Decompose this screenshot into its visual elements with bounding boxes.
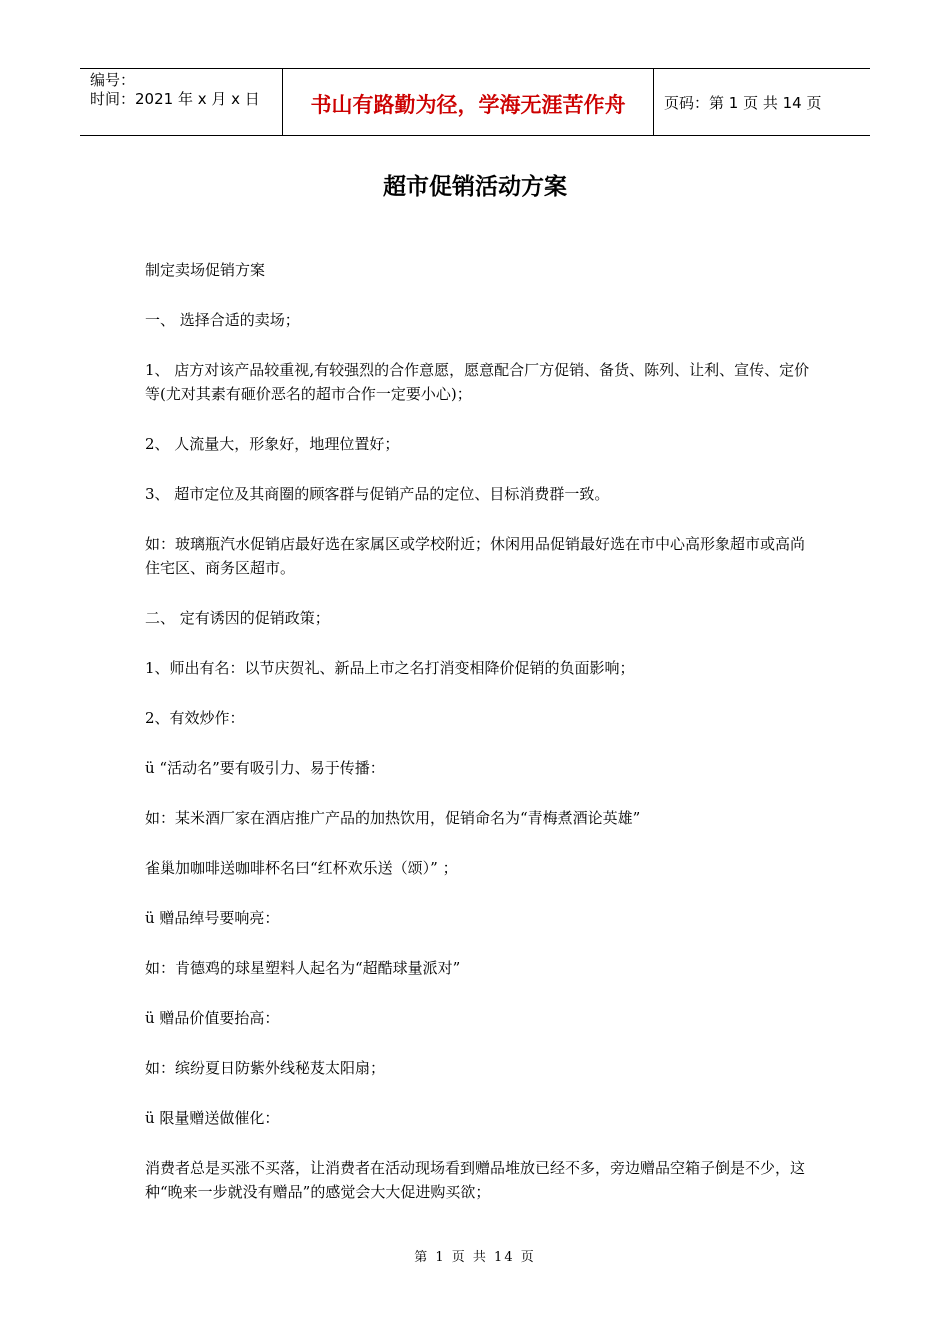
bullet-item: ü “活动名”要有吸引力、易于传播： <box>145 759 385 777</box>
section-heading: 二、 定有诱因的促销政策； <box>145 609 330 627</box>
document-number-label: 编号： <box>90 71 136 89</box>
section-heading: 一、 选择合适的卖场； <box>145 311 300 329</box>
paragraph: 制定卖场促销方案 <box>145 261 266 279</box>
paragraph: 2、有效炒作： <box>145 709 245 727</box>
header-page-info: 页码：第 1 页 共 14 页 <box>664 93 822 112</box>
document-body <box>145 258 815 1230</box>
paragraph: 消费者总是买涨不买落，让消费者在活动现场看到赠品堆放已经不多，旁边赠品空箱子倒是不少，这种“晚来一步就没有赠品”的感觉会大大促进购买欲； <box>145 1159 806 1201</box>
paragraph: 如：玻璃瓶汽水促销店最好选在家属区或学校附近；休闲用品促销最好选在市中心高形象超市或高尚住宅区、商务区超市。 <box>145 535 806 577</box>
paragraph: 如：肯德鸡的球星塑料人起名为“超酷球量派对” <box>145 959 461 977</box>
header-table <box>80 68 870 136</box>
bullet-item: ü 赠品价值要抬高： <box>145 1009 280 1027</box>
header-meta <box>80 69 282 135</box>
page-footer: 第 1 页 共 14 页 <box>414 1250 536 1265</box>
paragraph: 如：缤纷夏日防紫外线秘芨太阳扇； <box>145 1059 386 1077</box>
document-title: 超市促销活动方案 <box>383 174 567 200</box>
header-slogan: 书山有路勤为径，学海无涯苦作舟 <box>282 69 654 135</box>
paragraph: 1、师出有名：以节庆贺礼、新品上市之名打消变相降价促销的负面影响； <box>145 659 635 677</box>
paragraph: 2、 人流量大，形象好，地理位置好； <box>145 435 400 453</box>
paragraph: 雀巢加咖啡送咖啡杯名曰“红杯欢乐送（颂）” ； <box>145 859 458 877</box>
paragraph: 3、 超市定位及其商圈的顾客群与促销产品的定位、目标消费群一致。 <box>145 485 610 503</box>
bullet-item: ü 赠品绰号要响亮： <box>145 909 280 927</box>
bullet-item: ü 限量赠送做催化： <box>145 1109 280 1127</box>
paragraph: 如：某米酒厂家在酒店推广产品的加热饮用，促销命名为“青梅煮酒论英雄” <box>145 809 641 827</box>
document-date: 时间：2021 年 x 月 x 日 <box>90 90 260 108</box>
paragraph: 1、 店方对该产品较重视,有较强烈的合作意愿，愿意配合厂方促销、备货、陈列、让利、宣传、定价等(尤对其素有砸价恶名的超市合作一定要小心)； <box>145 361 810 403</box>
